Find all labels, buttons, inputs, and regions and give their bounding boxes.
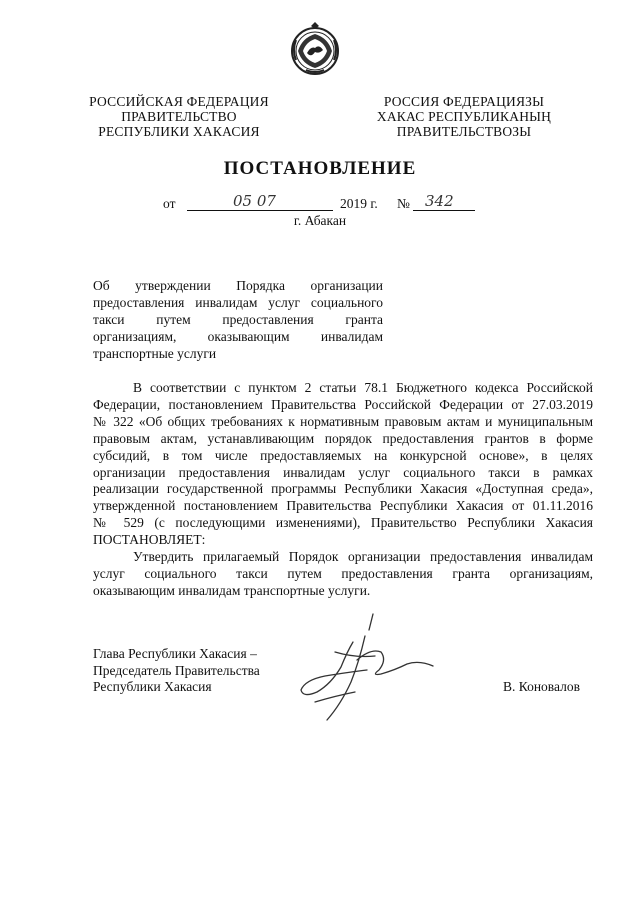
date-underline	[187, 210, 333, 211]
header-right-line-1: РОССИЯ ФЕДЕРАЦИЯЗЫ	[383, 94, 545, 109]
paragraph1-line-9: № 529 (с последующими изменениями), Правительство Республики Хакасия	[93, 515, 593, 531]
subject-line-4: организациям, оказывающим инвалидам	[93, 329, 383, 344]
header-left-line-3: РЕСПУБЛИКИ ХАКАСИЯ	[98, 124, 260, 139]
header-right-line-3: ПРАВИТЕЛЬСТВОЗЫ	[396, 124, 532, 139]
header-left-line-2: ПРАВИТЕЛЬСТВО	[121, 109, 237, 124]
number-sign: №	[397, 196, 410, 211]
date-year: 2019 г.	[340, 196, 378, 211]
signatory-title-line-2: Председатель Правительства	[93, 662, 260, 678]
subject-line-5: транспортные услуги	[93, 346, 217, 361]
header-left-line-1: РОССИЙСКАЯ ФЕДЕРАЦИЯ	[89, 94, 269, 109]
city: г. Абакан	[293, 213, 347, 228]
paragraph1-line-5: субсидий, в том числе предоставляемых на конкурсной основе», в целях	[93, 447, 593, 463]
subject-line-2: предоставления инвалидам услуг социального	[93, 295, 383, 310]
header-left	[78, 94, 280, 139]
signer-name: В. Коновалов	[503, 679, 580, 694]
paragraph2-line-2: услуг социального такси путем предоставления гранта организациям,	[93, 565, 593, 581]
date-prefix: от	[163, 196, 176, 211]
signatory-title	[93, 646, 260, 696]
header-right-line-2: ХАКАС РЕСПУБЛИКАНЫҢ	[376, 109, 552, 124]
signatory-title-line-1: Глава Республики Хакасия –	[93, 646, 257, 661]
paragraph1-line-3: № 322 «Об общих требованиях к нормативным правовым актам и муниципальным	[93, 413, 593, 429]
document-body	[93, 380, 593, 600]
paragraph2-line-1: Утвердить прилагаемый Порядок организации предоставления инвалидам	[133, 549, 593, 565]
number-handwritten: 342	[425, 192, 454, 210]
paragraph2-line-3: оказывающим инвалидам транспортные услуги.	[93, 582, 371, 598]
paragraph1-line-1: В соответствии с пунктом 2 статьи 78.1 Бюджетного кодекса Российской	[133, 380, 593, 395]
coat-of-arms-icon	[288, 20, 342, 76]
document-title: ПОСТАНОВЛЕНИЕ	[223, 158, 417, 179]
subject-line-1: Об утверждении Порядка организации	[93, 278, 383, 293]
subject-line-3: такси путем предоставления гранта	[93, 312, 383, 327]
paragraph1-line-7: реализации государственной программы Республики Хакасия «Доступная среда»,	[93, 481, 593, 497]
paragraph1-line-6: организации предоставления инвалидам услуг социального такси в рамках	[93, 464, 593, 480]
number-underline	[413, 210, 475, 211]
paragraph1-line-2: Федерации, постановлением Правительства Российской Федерации от 27.03.2019	[93, 396, 593, 412]
paragraph1-line-8: утвержденной постановлением Правительства Республики Хакасия от 01.11.2016	[93, 498, 593, 514]
subject-block	[93, 277, 383, 362]
paragraph1-line-10: ПОСТАНОВЛЯЕТ:	[93, 532, 206, 548]
date-handwritten: 05 07	[233, 192, 276, 210]
paragraph1-line-4: правовым актам, устанавливающим порядок предоставления грантов в форме	[93, 430, 593, 446]
header-right	[360, 94, 568, 139]
handwritten-signature	[295, 612, 445, 727]
signatory-title-line-3: Республики Хакасия	[93, 679, 212, 694]
